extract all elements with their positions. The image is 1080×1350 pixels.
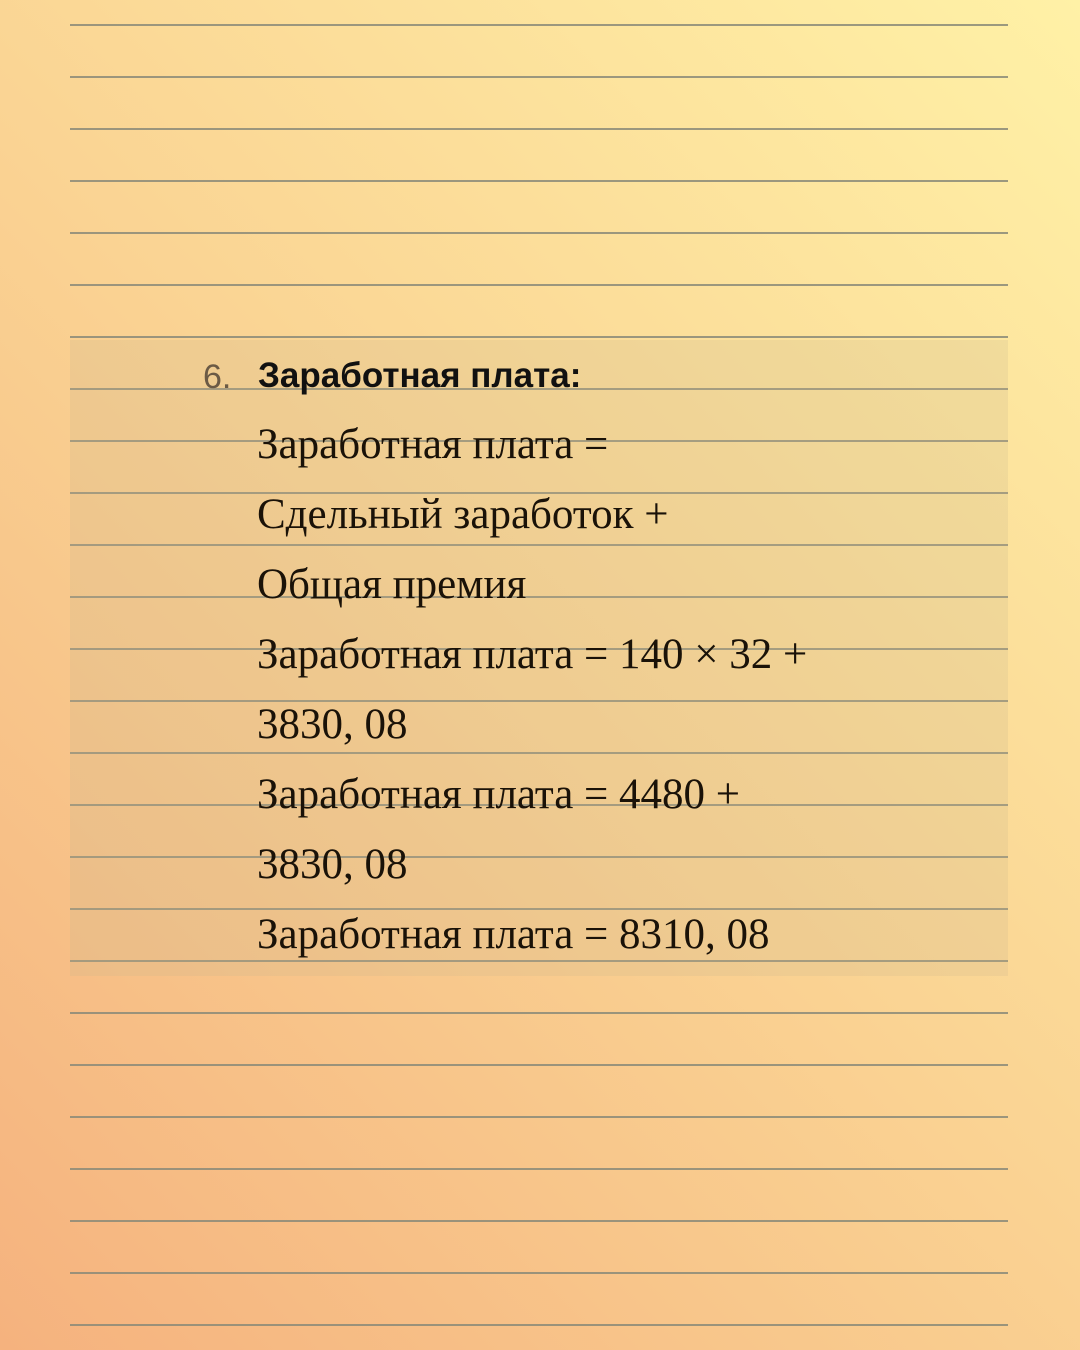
formula-line: Заработная плата = 140 × 32 + [257, 631, 808, 678]
formula-line: Общая премия [257, 561, 527, 608]
formula-line: Заработная плата = [257, 421, 609, 468]
item-number: 6. [203, 358, 232, 396]
item-title: Заработная плата: [258, 356, 582, 395]
formula-line: Сдельный заработок + [257, 491, 669, 538]
formula-line: 3830, 08 [257, 841, 408, 888]
formula-line: Заработная плата = 8310, 08 [257, 911, 770, 958]
formula-line: 3830, 08 [257, 701, 408, 748]
formula-line: Заработная плата = 4480 + [257, 771, 741, 818]
